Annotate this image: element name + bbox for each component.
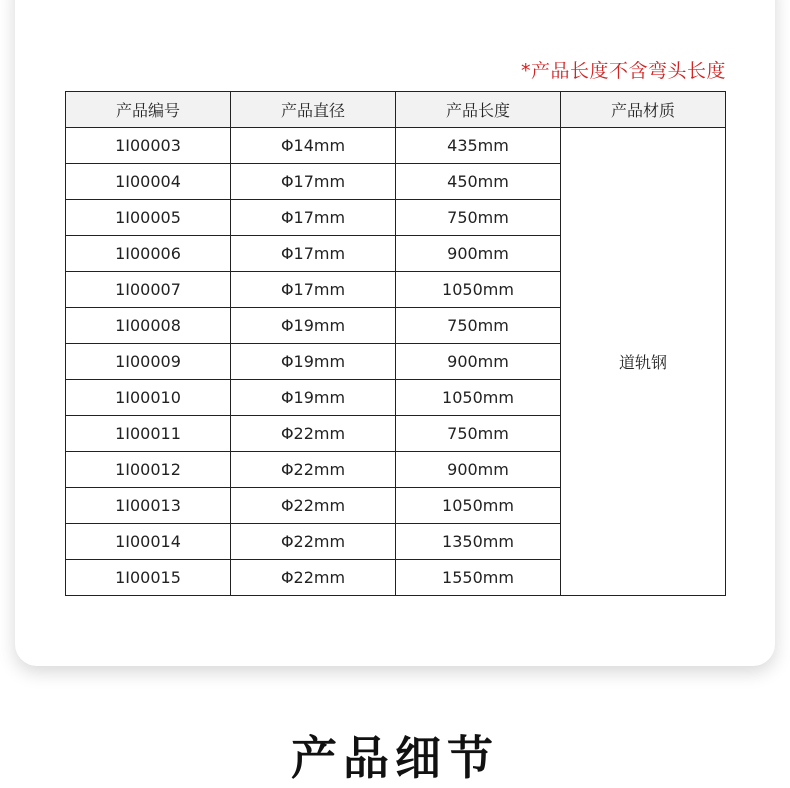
- cell-product-length: 1050mm: [396, 488, 561, 524]
- cell-product-code: 1I00014: [66, 524, 231, 560]
- cell-product-length: 750mm: [396, 200, 561, 236]
- cell-product-length: 900mm: [396, 452, 561, 488]
- cell-product-length: 435mm: [396, 128, 561, 164]
- cell-product-diameter: Φ22mm: [231, 452, 396, 488]
- cell-product-code: 1I00003: [66, 128, 231, 164]
- cell-product-diameter: Φ19mm: [231, 380, 396, 416]
- section-title-product-details: 产品细节: [291, 731, 499, 785]
- cell-product-length: 1350mm: [396, 524, 561, 560]
- table-header-row: [66, 92, 726, 128]
- cell-product-code: 1I00015: [66, 560, 231, 596]
- cell-product-diameter: Φ17mm: [231, 236, 396, 272]
- cell-product-code: 1I00009: [66, 344, 231, 380]
- length-note: *产品长度不含弯头长度: [520, 60, 726, 82]
- header-product-length: 产品长度: [396, 92, 561, 128]
- header-product-material: 产品材质: [561, 92, 726, 128]
- cell-product-code: 1I00005: [66, 200, 231, 236]
- cell-product-diameter: Φ17mm: [231, 200, 396, 236]
- cell-product-code: 1I00013: [66, 488, 231, 524]
- product-spec-table: [65, 91, 726, 596]
- cell-product-diameter: Φ22mm: [231, 488, 396, 524]
- cell-product-length: 1550mm: [396, 560, 561, 596]
- cell-product-length: 900mm: [396, 344, 561, 380]
- table-row: [66, 128, 726, 164]
- cell-product-code: 1I00012: [66, 452, 231, 488]
- cell-product-length: 750mm: [396, 416, 561, 452]
- cell-product-code: 1I00006: [66, 236, 231, 272]
- header-product-code: 产品编号: [66, 92, 231, 128]
- cell-product-length: 450mm: [396, 164, 561, 200]
- header-product-diameter: 产品直径: [231, 92, 396, 128]
- cell-product-diameter: Φ22mm: [231, 416, 396, 452]
- cell-product-diameter: Φ14mm: [231, 128, 396, 164]
- cell-product-diameter: Φ19mm: [231, 308, 396, 344]
- cell-product-length: 1050mm: [396, 380, 561, 416]
- cell-product-material: 道轨钢: [561, 128, 726, 596]
- cell-product-diameter: Φ22mm: [231, 560, 396, 596]
- cell-product-code: 1I00010: [66, 380, 231, 416]
- cell-product-diameter: Φ17mm: [231, 164, 396, 200]
- cell-product-length: 750mm: [396, 308, 561, 344]
- cell-product-diameter: Φ19mm: [231, 344, 396, 380]
- cell-product-length: 1050mm: [396, 272, 561, 308]
- cell-product-diameter: Φ22mm: [231, 524, 396, 560]
- cell-product-code: 1I00004: [66, 164, 231, 200]
- cell-product-length: 900mm: [396, 236, 561, 272]
- cell-product-diameter: Φ17mm: [231, 272, 396, 308]
- cell-product-code: 1I00008: [66, 308, 231, 344]
- cell-product-code: 1I00011: [66, 416, 231, 452]
- cell-product-code: 1I00007: [66, 272, 231, 308]
